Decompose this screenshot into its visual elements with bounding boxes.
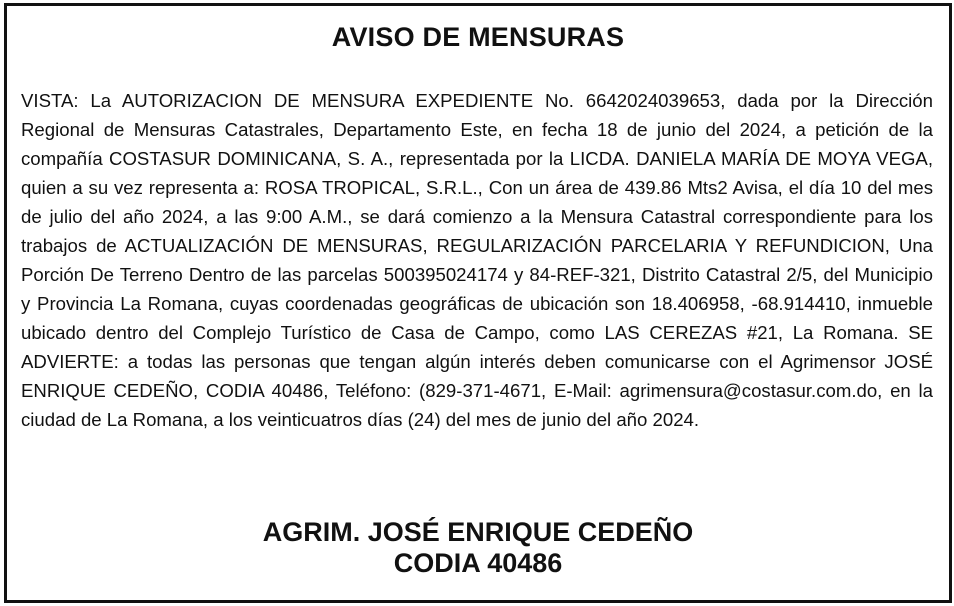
signature-name: AGRIM. JOSÉ ENRIQUE CEDEÑO [262, 517, 694, 547]
notice-body: VISTA: La AUTORIZACION DE MENSURA EXPEDIENTE No. 6642024039653, dada por la Dirección Regional de Mensuras Catastrales, Departamento Este, en fecha 18 de junio del 2024, a petición de la compañía COSTASUR DOMINICANA, S. A., representada por la LICDA. DANIELA MARÍA DE MOYA VEGA, quien a su vez representa a: ROSA TROPICAL, S.R.L., Con un área de 439.86 Mts2 Avisa, el día 10 del mes de julio del año 2024, a las 9:00 A.M., se dará comienzo a la Mensura Catastral correspondiente para los trabajos de ACTUALIZACIÓN DE MENSURAS, REGULARIZACIÓN PARCELARIA Y REFUNDICION, Una Porción De Terreno Dentro de las parcelas 500395024174 y 84-REF-321, Distrito Catastral 2/5, del Municipio y Provincia La Romana, cuyas coordenadas geográficas de ubicación son 18.406958, -68.914410, inmueble ubicado dentro del Complejo Turístico de Casa de Campo, como LAS CEREZAS #21, La Romana. SE ADVIERTE: a todas las personas que tengan algún interés deben comunicarse con el Agrimensor JOSÉ ENRIQUE CEDEÑO, CODIA 40486, Teléfono: (829-371-4671, E-Mail: agrimensura@costasur.com.do, en la ciudad de La Romana, a los veinticuatros días (24) del mes de junio del año 2024. [21, 90, 933, 430]
signature-block [7, 517, 949, 579]
notice-frame [4, 3, 952, 603]
notice-title: AVISO DE MENSURAS [331, 22, 625, 52]
signature-codia: CODIA 40486 [393, 548, 563, 578]
